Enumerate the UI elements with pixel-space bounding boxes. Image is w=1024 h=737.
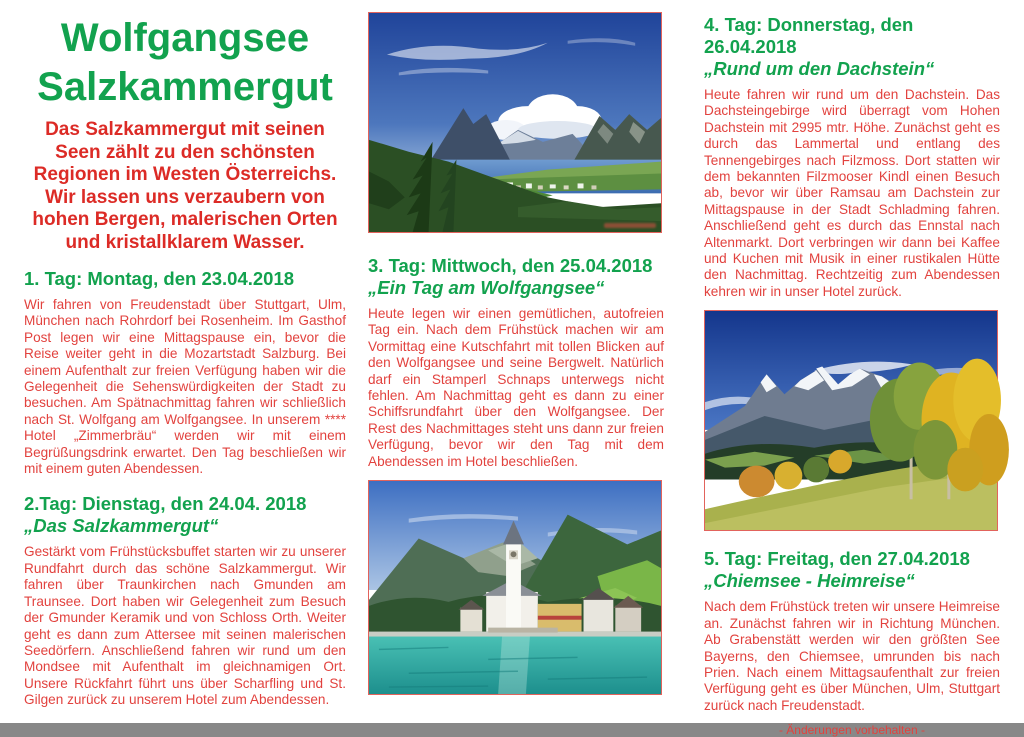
title-line-1: Wolfgangsee (60, 16, 310, 60)
right-column (704, 0, 1000, 737)
changes-reserved-note: - Änderungen vorbehalten - (778, 723, 926, 737)
day5-body: Nach dem Frühstück treten wir unsere Heimreise an. Zunächst fahren wir in Richtung München. Ab Grabenstätt werden wir den größten See Bayerns, den Chiemsee, umrunden bis nach Prien. Nach einem Mittagsaufenthalt zur freien Verfügung geht es über München, Ulm, Stuttgart zurück nach Freudenstadt. (704, 599, 1000, 713)
day1-body: Wir fahren von Freudenstadt über Stuttgart, Ulm, München nach Rohrdorf bei Rosenheim. Im Gasthof Post legen wir eine Mittagspause ein, bevor die Reise weiter geht in die Mozartstadt Salzburg. Bei einem Aufenthalt zur freien Verfügung haben wir die Gelegenheit die Sehenswürdigkeiten der Stadt zu besuchen. Am Spätnachmittag fahren wir schließlich nach St. Wolfgang am Wolfgangsee. In unserem **** Hotel „Zimmerbräu“ werden wir mit einem Begrüßungsdrink erwartet. Den Tag beschließen wir mit einem guten Abendessen. (24, 297, 346, 477)
day5-subtitle: „Chiemsee - Heimreise“ (704, 570, 915, 592)
day5-heading: 5. Tag: Freitag, den 27.04.2018 (704, 548, 970, 570)
day3-heading: 3. Tag: Mittwoch, den 25.04.2018 (368, 255, 653, 276)
intro-paragraph: Das Salzkammergut mit seinen Seen zählt zu den schönsten Regionen im Westen Österreichs. Wir lassen uns verzaubern von hohen Bergen, malerischen Orten und kristallklarem Wasser. (32, 119, 338, 253)
day2-subtitle: „Das Salzkammergut“ (24, 515, 219, 537)
day4-subtitle: „Rund um den Dachstein“ (704, 58, 935, 79)
day2-heading: 2.Tag: Dienstag, den 24.04. 2018 (24, 493, 307, 515)
title-line-2: Salzkammergut (37, 65, 333, 109)
photo-watermark (604, 223, 656, 228)
day4-heading: 4. Tag: Donnerstag, den 26.04.2018 (704, 14, 914, 57)
page-title (24, 14, 346, 112)
left-column (24, 0, 346, 709)
day2-body: Gestärkt vom Frühstücksbuffet starten wir zu unserer Rundfahrt durch das schöne Salzkammergut. Wir fahren über Traunkirchen nach Gmunden am Traunsee. Dort haben wir Gelegenheit zum Besuch der Gmunder Keramik und von Schloss Orth. Weiter geht es dann zum Attersee mit seinen malerischen Seedörfern. Anschließend fahren wir rund um den Mondsee mit Aufenthalt im gleichnamigen Ort. Unsere Rückfahrt führt uns über Scharfling und St. Gilgen zurück zu unserem Hotel zum Abendessen. (24, 544, 346, 708)
wolfgangsee-lake-panorama-photo (368, 12, 662, 233)
day3-subtitle: „Ein Tag am Wolfgangsee“ (368, 277, 605, 298)
day4-body: Heute fahren wir rund um den Dachstein. Das Dachsteingebirge wird überragt vom Hohen Dachstein mit 2995 mtr. Höhe. Zunächst geht es durch das Lammertal und entlang des Tennengebirges nach Filzmoss. Dort statten wir dem bekannten Filzmooser Kindl einen Besuch ab, bevor wir über Ramsau am Dachstein zur Mittagspause in der Stadt Schladming fahren. Anschließend geht es durch das Ennstal nach Altenmarkt. Dort verbringen wir dann bei Kaffee und Kuchen mit Musik in einer rustikalen Hütte den Nachmittag. Rechtzeitig zum Abendessen kehren wir in unser Hotel zurück. (704, 87, 1000, 299)
dachstein-autumn-mountains-photo (704, 310, 998, 531)
lake-panorama-illustration (369, 13, 661, 232)
st-wolfgang-church-lakeside-photo (368, 480, 662, 695)
church-lakeside-illustration (369, 481, 661, 694)
day3-body: Heute legen wir einen gemütlichen, autofreien Tag ein. Nach dem Frühstück machen wir am Vormittag eine Kutschfahrt mit tollen Blicken auf den Wolfgangsee und seine Bergwelt. Natürlich darf ein Stamperl Schnaps unterwegs nicht fehlen. Am Nachmittag geht es dann zu einer Schiffsrundfahrt über den Wolfgangsee. Der Rest des Nachmittages steht uns dann zur freien Verfügung, bevor wir den Tag mit dem Abendessen im Hotel beschließen. (368, 306, 664, 469)
autumn-mountains-illustration (705, 311, 997, 530)
middle-column (368, 0, 664, 695)
day1-heading: 1. Tag: Montag, den 23.04.2018 (24, 268, 295, 289)
